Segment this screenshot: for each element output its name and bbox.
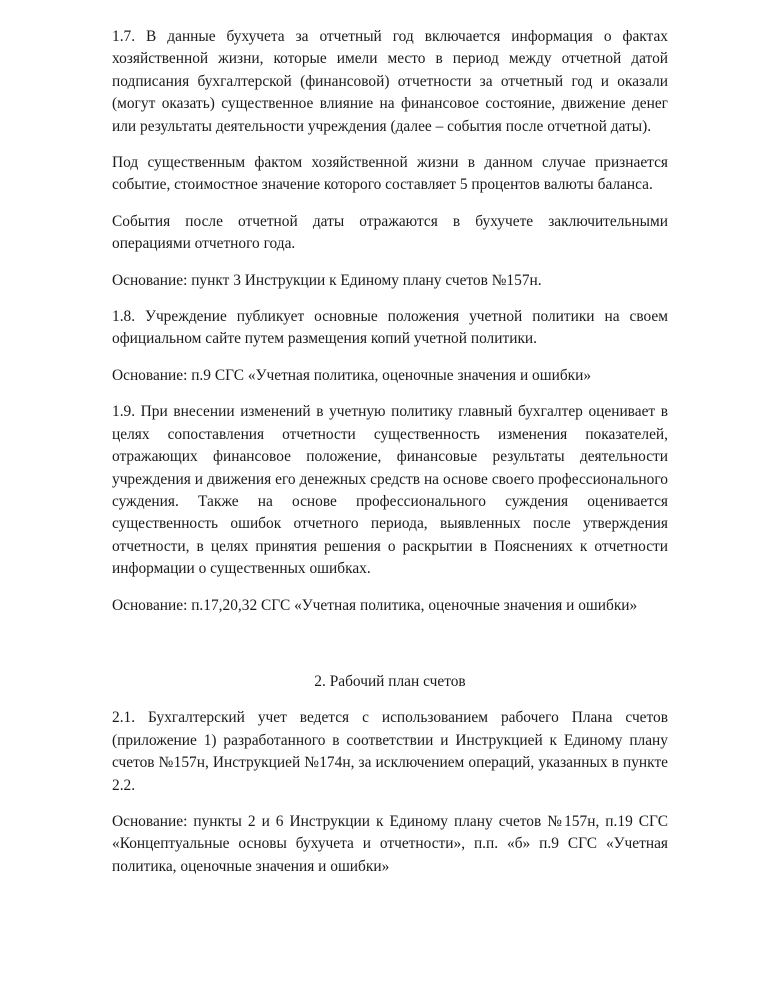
paragraph-1-8: 1.8. Учреждение публикует основные положения учетной политики на своем официальном сайте путем размещения копий учетной политики. [112, 308, 668, 348]
paragraph-1-7: 1.7. В данные бухучета за отчетный год включается информация о фактах хозяйственной жизни, которые имели место в период между отчетной датой подписания бухгалтерской (финансовой) отчетности за отчетный год и оказали (могут оказать) существенное влияние на финансовое состояние, движение денег или результаты деятельности учреждения (далее – события после отчетной даты). [112, 28, 668, 135]
paragraph-1-9: 1.9. При внесении изменений в учетную политику главный бухгалтер оценивает в целях сопоставления отчетности существенность изменения показателей, отражающих финансовое положение, финансовые результаты деятельности учреждения и движения его денежных средств на основе своего профессионального суждения. Также на основе профессионального суждения оценивается существенность ошибок отчетного периода, выявленных после утверждения отчетности, в целях принятия решения о раскрытии в Пояснениях к отчетности информации о существенных ошибках. [112, 403, 668, 578]
paragraph-2-1: 2.1. Бухгалтерский учет ведется с использованием рабочего Плана счетов (приложение 1) разработанного в соответствии и Инструкцией к Единому плану счетов №157н, Инструкцией №174н, за исключением операций, указанных в пункте 2.2. [112, 709, 668, 794]
paragraph-basis-1-8: Основание: п.9 СГС «Учетная политика, оценочные значения и ошибки» [112, 366, 592, 384]
section-heading: 2. Рабочий план счетов [314, 672, 466, 690]
paragraph-basis-2-1: Основание: пункты 2 и 6 Инструкции к Единому плану счетов №157н, п.19 СГС «Концептуальные основы бухучета и отчетности», п.п. «б» п.9 СГС «Учетная политика, оценочные значения и ошибки» [112, 812, 668, 875]
paragraph-basis-1-9: Основание: п.17,20,32 СГС «Учетная политика, оценочные значения и ошибки» [112, 596, 638, 614]
paragraph-basis-1-7: Основание: пункт 3 Инструкции к Единому плану счетов №157н. [112, 271, 542, 289]
document-page [112, 26, 668, 878]
paragraph-events-after-date: События после отчетной даты отражаются в бухучете заключительными операциями отчетного года. [112, 212, 668, 253]
paragraph-material-fact: Под существенным фактом хозяйственной жизни в данном случае признается событие, стоимостное значение которого составляет 5 процентов валюты баланса. [112, 154, 668, 194]
